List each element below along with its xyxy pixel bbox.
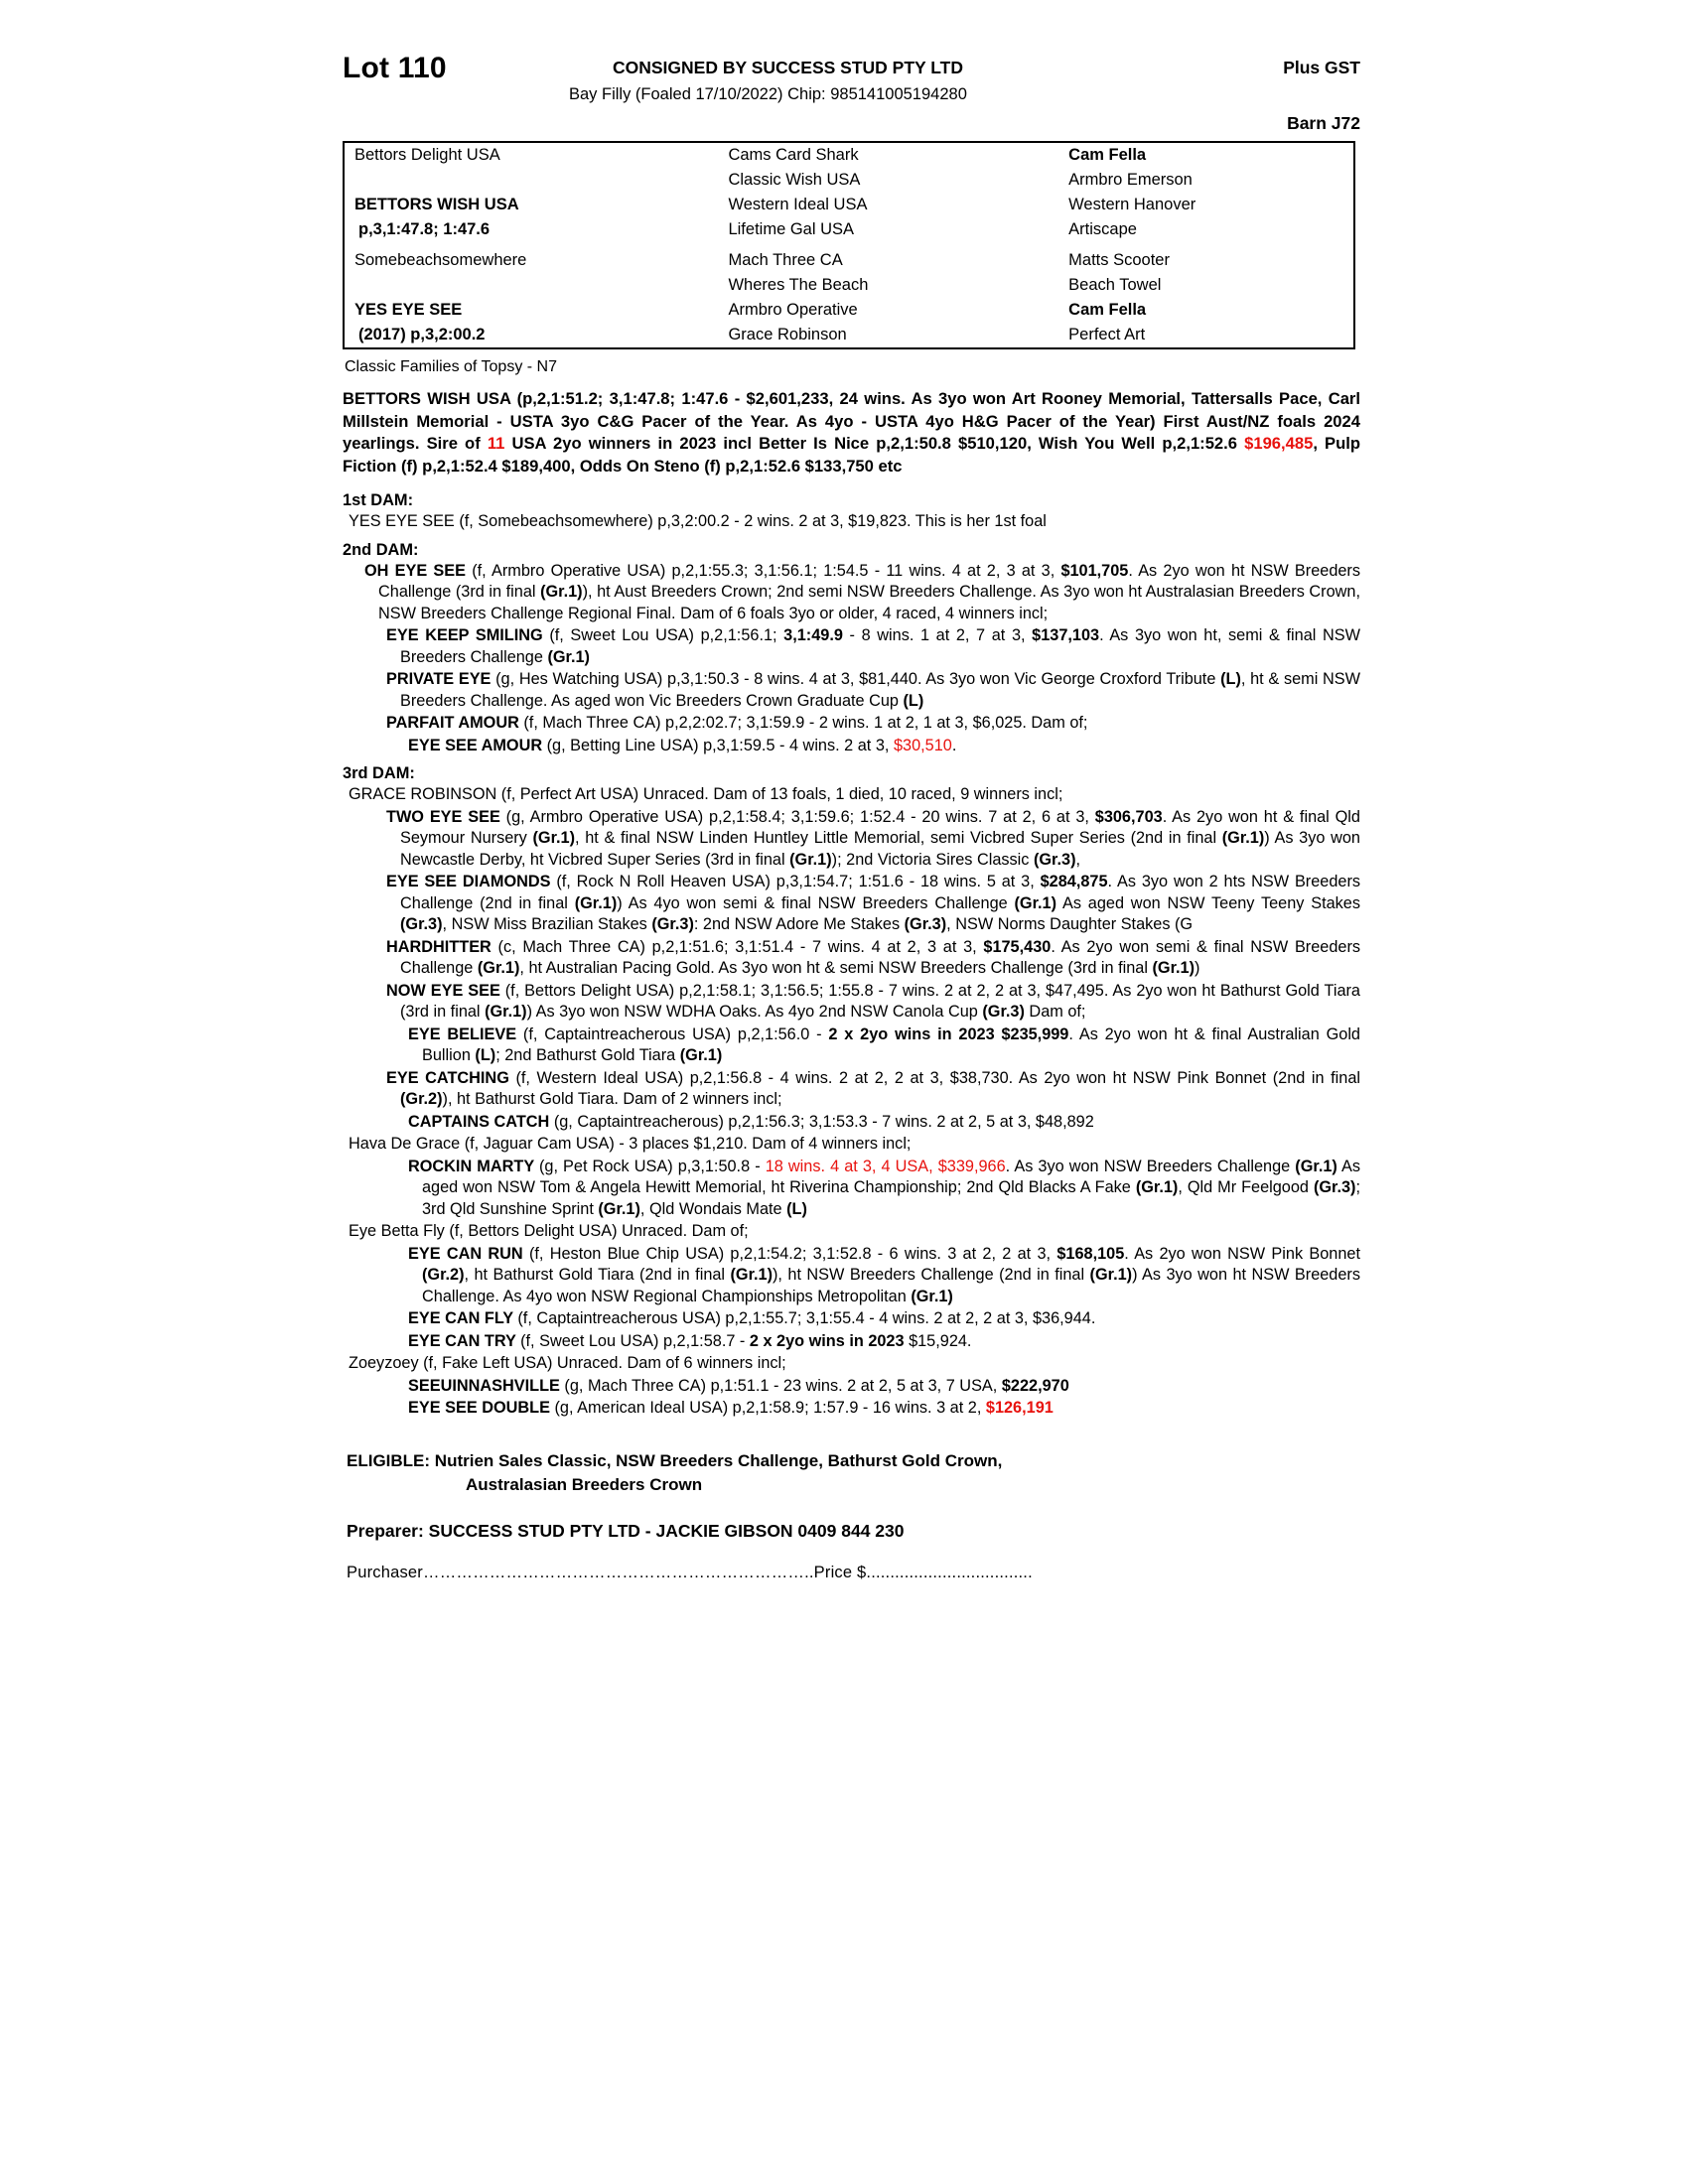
entry-text: . As 3yo won 2 hts NSW Breeders Challenge (2nd in final: [400, 873, 1361, 912]
entry-text: , Qld Mr Feelgood: [1178, 1178, 1314, 1196]
entry-text: CAPTAINS CATCH: [408, 1112, 554, 1131]
entry-text: , ht Australian Pacing Gold. As 3yo won ht & semi NSW Breeders Challenge (3rd in final: [519, 959, 1153, 977]
pedigree-cell: [1058, 193, 1353, 217]
entry-text: (Gr.3): [651, 915, 694, 933]
pedigree-entry: [349, 1134, 1360, 1156]
entry-text: (Gr.1): [1014, 893, 1057, 912]
entry-text: As aged won NSW Tom & Angela Hewitt Memorial, ht Riverina Championship; 2nd Qld Blacks A Fake: [422, 1157, 1361, 1196]
entry-text: $284,875: [1040, 873, 1108, 890]
dam-record: (2017) p,3,2:00.2: [358, 326, 486, 343]
sire-winners-count: 11: [487, 434, 505, 453]
entry-text: ), ht NSW Breeders Challenge (2nd in final: [773, 1266, 1090, 1284]
entry-text: 3,1:49.9: [783, 626, 843, 644]
entry-text: (f, Sweet Lou USA) p,2,1:58.7 -: [520, 1331, 750, 1350]
entry-text: 2 x 2yo wins in 2023 $235,999: [828, 1024, 1069, 1043]
entry-text: ; 2nd Bathurst Gold Tiara: [495, 1046, 680, 1064]
dam-record-cell: [345, 323, 718, 347]
pedigree-text: Matts Scooter: [1068, 251, 1170, 269]
entry-text: , Qld Wondais Mate: [639, 1199, 787, 1218]
pedigree-entry: [408, 1308, 1360, 1330]
entry-text: . As 2yo won semi & final NSW Breeders Challenge: [400, 937, 1361, 977]
pedigree-cell: [718, 217, 1058, 242]
pedigree-cell: [718, 273, 1058, 298]
dam-heading: 1st DAM:: [343, 491, 414, 509]
dam-name-cell: [345, 298, 718, 323]
pedigree-text: Artiscape: [1068, 220, 1137, 238]
entry-text: ), ht Bathurst Gold Tiara. Dam of 2 winners incl;: [442, 1090, 782, 1108]
pedigree-entry: [408, 1331, 1360, 1353]
page-header: [343, 44, 1360, 133]
entry-text: (g, Pet Rock USA) p,3,1:50.8 -: [538, 1157, 766, 1175]
entry-text: (Gr.1): [532, 829, 576, 847]
entry-text: Zoeyzoey (f, Fake Left USA) Unraced. Dam of 6 winners incl;: [349, 1354, 786, 1372]
pedigree-text: Classic Wish USA: [728, 171, 861, 189]
pedigree-cell: [1058, 143, 1353, 168]
sire-earnings-highlight: $196,485: [1244, 434, 1314, 453]
pedigree-cell: [718, 248, 1058, 273]
table-row: [345, 143, 1353, 168]
entry-text: HARDHITTER: [386, 937, 498, 956]
entry-text: - 8 wins. 1 at 2, 7 at 3,: [842, 626, 1033, 644]
lot-number: Lot 110: [343, 52, 447, 84]
entry-text: (Gr.3): [904, 915, 947, 933]
entry-text: PARFAIT AMOUR: [386, 714, 524, 732]
entry-text: EYE SEE AMOUR: [408, 736, 547, 754]
entry-text: (L): [475, 1046, 496, 1064]
purchaser-line: Purchaser……………………………………………………………..Price $...................................: [347, 1563, 1033, 1581]
entry-text: As aged won NSW Teeny Teeny Stakes: [1056, 893, 1360, 912]
pedigree-cell: [1058, 217, 1353, 242]
entry-text: EYE KEEP SMILING: [386, 626, 550, 644]
entry-text: EYE BELIEVE: [408, 1024, 523, 1043]
pedigree-cell: [718, 143, 1058, 168]
entry-text: ROCKIN MARTY: [408, 1157, 539, 1175]
pedigree-entry: [408, 736, 1360, 757]
pedigree-entry: [386, 981, 1360, 1024]
entry-text: EYE CATCHING: [386, 1068, 516, 1087]
entry-text: (Gr.1): [789, 850, 832, 869]
dam-sections: [343, 491, 1360, 1420]
entry-text: (f, Captaintreacherous USA) p,2,1:55.7; 3,1:55.4 - 4 wins. 2 at 2, 2 at 3, $36,944.: [517, 1309, 1096, 1327]
pedigree-cell: [1058, 323, 1353, 347]
entry-text: $168,105: [1056, 1244, 1125, 1263]
entry-text: , NSW Miss Brazilian Stakes: [442, 915, 652, 933]
entry-text: ) As 3yo won ht NSW Breeders Challenge. As 4yo won NSW Regional Championships Metropolitan: [422, 1266, 1360, 1305]
entry-text: $126,191: [985, 1399, 1054, 1417]
entry-text: , ht Bathurst Gold Tiara (2nd in final: [464, 1266, 731, 1284]
pedigree-entry: [408, 1398, 1360, 1420]
entry-text: $30,510: [893, 736, 952, 754]
entry-text: PRIVATE EYE: [386, 670, 496, 688]
entry-text: $222,970: [1001, 1376, 1069, 1395]
pedigree-entry: [349, 1221, 1360, 1243]
entry-text: . As 2yo won NSW Pink Bonnet: [1124, 1244, 1360, 1263]
table-row: [345, 248, 1353, 273]
entry-text: (Gr.1): [911, 1287, 953, 1305]
entry-text: (Gr.1): [485, 1003, 527, 1021]
entry-text: (Gr.2): [400, 1090, 443, 1108]
entry-text: (g, American Ideal USA) p,2,1:58.9; 1:57.9 - 16 wins. 3 at 2,: [554, 1399, 986, 1417]
sire-summary-part2: USA 2yo winners in 2023 incl Better Is Nice p,2,1:50.8 $510,120, Wish You Well p,2,1:52.6: [504, 434, 1245, 453]
entry-text: (Gr.3): [982, 1003, 1025, 1021]
entry-text: ) As 3yo won NSW WDHA Oaks. As 4yo 2nd NSW Canola Cup: [526, 1003, 983, 1021]
pedigree-cell: [1058, 273, 1353, 298]
entry-text: (Gr.1): [1135, 1178, 1179, 1196]
pedigree-text: Cam Fella: [1068, 301, 1147, 319]
pedigree-entry: [386, 937, 1360, 980]
entry-text: (f, Heston Blue Chip USA) p,2,1:54.2; 3,1:52.8 - 6 wins. 3 at 2, 2 at 3,: [528, 1244, 1057, 1263]
family-line: Classic Families of Topsy - N7: [345, 358, 557, 375]
entry-text: TWO EYE SEE: [386, 807, 506, 826]
dam-heading: 3rd DAM:: [343, 764, 415, 782]
entry-text: ; 3rd Qld Sunshine Sprint: [422, 1178, 1360, 1218]
entry-text: .: [951, 736, 957, 754]
entry-text: (f, Bettors Delight USA) p,2,1:58.1; 3,1:56.5; 1:55.8 - 7 wins. 2 at 2, 2 at 3, $47,495. As 2yo won ht Bathurst Gold Tiara (3rd in final: [400, 981, 1360, 1021]
pedigree-text: Perfect Art: [1068, 326, 1146, 343]
sire-summary: [343, 388, 1360, 478]
eligible-line-1: Nutrien Sales Classic, NSW Breeders Challenge, Bathurst Gold Crown,: [430, 1450, 1003, 1470]
entry-text: OH EYE SEE: [364, 561, 473, 580]
entry-text: (f, Somebeachsomewhere) p,3,2:00.2 - 2 wins. 2 at 3, $19,823. This is her 1st foal: [459, 512, 1047, 530]
entry-text: $175,430: [983, 937, 1052, 956]
pedigree-text: Wheres The Beach: [728, 276, 869, 294]
entry-text: EYE CAN RUN: [408, 1244, 529, 1263]
entry-text: (f, Perfect Art USA) Unraced. Dam of 13 foals, 1 died, 10 raced, 9 winners incl;: [500, 785, 1063, 803]
entry-text: YES EYE SEE: [349, 512, 460, 530]
entry-text: EYE SEE DIAMONDS: [386, 873, 557, 890]
entry-text: ) As 4yo won semi & final NSW Breeders Challenge: [617, 893, 1015, 912]
entry-text: ): [1195, 959, 1200, 977]
pedigree-entry: [408, 1244, 1360, 1308]
entry-text: ) As 3yo won Newcastle Derby, ht Vicbred Super Series (3rd in final: [400, 829, 1360, 869]
pedigree-cell: [718, 193, 1058, 217]
entry-text: (L): [786, 1199, 807, 1218]
entry-text: (f, Mach Three CA) p,2,2:02.7; 3,1:59.9 - 2 wins. 1 at 2, 1 at 3, $6,025. Dam of;: [523, 714, 1088, 732]
consignor-name: CONSIGNED BY SUCCESS STUD PTY LTD: [613, 58, 963, 77]
table-row: [345, 323, 1353, 347]
entry-text: (g, Captaintreacherous) p,2,1:56.3; 3,1:53.3 - 7 wins. 2 at 2, 5 at 3, $48,892: [553, 1112, 1094, 1131]
entry-text: NOW EYE SEE: [386, 981, 505, 1000]
entry-text: $101,705: [1060, 561, 1129, 580]
dam-heading: 2nd DAM:: [343, 540, 419, 559]
entry-text: (L): [1220, 670, 1241, 688]
pedigree-entry: [364, 561, 1360, 625]
entry-text: (g, Hes Watching USA) p,3,1:50.3 - 8 wins. 4 at 3, $81,440. As 3yo won Vic George Croxford Tribute: [495, 670, 1221, 688]
entry-text: , ht & semi NSW Breeders Challenge. As aged won Vic Breeders Crown Graduate Cup: [400, 670, 1360, 710]
sire-name-cell: [345, 193, 718, 217]
table-row: [345, 193, 1353, 217]
entry-text: (Gr.1): [1221, 829, 1265, 847]
pedigree-cell: [718, 168, 1058, 193]
entry-text: . As 3yo won NSW Breeders Challenge: [1005, 1157, 1296, 1175]
entry-text: , ht & final NSW Linden Huntley Little Memorial, semi Vicbred Super Series (2nd in final: [575, 829, 1222, 847]
entry-text: . As 3yo won ht, semi & final NSW Breeders Challenge: [400, 626, 1360, 666]
preparer-line: Preparer: SUCCESS STUD PTY LTD - JACKIE GIBSON 0409 844 230: [347, 1520, 905, 1541]
entry-text: (g, Armbro Operative USA) p,2,1:58.4; 3,1:59.6; 1:52.4 - 20 wins. 7 at 2, 6 at 3,: [505, 807, 1095, 826]
entry-text: (Gr.1): [1295, 1157, 1337, 1175]
pedigree-text: Western Hanover: [1068, 196, 1196, 213]
entry-text: (Gr.1): [574, 893, 618, 912]
entry-text: . As 2yo won ht & final Australian Gold Bullion: [422, 1024, 1360, 1064]
entry-text: : 2nd NSW Adore Me Stakes: [693, 915, 905, 933]
pedigree-text: Cam Fella: [1068, 146, 1147, 164]
entry-text: EYE CAN TRY: [408, 1331, 521, 1350]
pedigree-text: Armbro Operative: [728, 301, 858, 319]
pedigree-table: [343, 141, 1355, 349]
entry-text: (Gr.1): [540, 583, 583, 601]
entry-text: . As 2yo won ht & final Qld Seymour Nursery: [400, 807, 1360, 847]
entry-text: (Gr.1): [1152, 959, 1196, 977]
entry-text: (Gr.1): [679, 1046, 723, 1064]
eligible-label: ELIGIBLE:: [347, 1450, 431, 1470]
sire-name: BETTORS WISH USA: [354, 196, 519, 213]
dam-name: YES EYE SEE: [354, 301, 463, 319]
entry-text: (f, Rock N Roll Heaven USA) p,3,1:54.7; 1:51.6 - 18 wins. 5 at 3,: [556, 873, 1041, 890]
pedigree-entry: [349, 511, 1360, 533]
entry-text: (Gr.1): [547, 647, 590, 666]
entry-text: , NSW Norms Daughter Stakes (G: [946, 915, 1194, 933]
entry-text: Dam of;: [1024, 1003, 1086, 1021]
pedigree-text: Armbro Emerson: [1068, 171, 1193, 189]
entry-text: ,: [1075, 850, 1081, 869]
pedigree-entry: [349, 1353, 1360, 1375]
entry-text: (f, Armbro Operative USA) p,2,1:55.3; 3,1:56.1; 1:54.5 - 11 wins. 4 at 2, 3 at 3,: [472, 561, 1061, 580]
entry-text: (Gr.1): [1089, 1266, 1133, 1284]
entry-text: ), ht Aust Breeders Crown; 2nd semi NSW Breeders Challenge. As 3yo won ht Australasian Breeders Crown, NSW Breeders Challenge Regional Final. Dam of 6 foals 3yo or older, 4 raced, 4 winners incl;: [378, 583, 1360, 622]
pedigree-text: Western Ideal USA: [728, 196, 868, 213]
entry-text: EYE SEE DOUBLE: [408, 1399, 555, 1417]
sire-record: p,3,1:47.8; 1:47.6: [358, 220, 491, 238]
entry-text: (f, Western Ideal USA) p,2,1:56.8 - 4 wins. 2 at 2, 2 at 3, $38,730. As 2yo won ht NSW Pink Bonnet (2nd in final: [515, 1068, 1360, 1087]
entry-text: $15,924.: [904, 1331, 972, 1350]
pedigree-text: Mach Three CA: [728, 251, 843, 269]
entry-text: Hava De Grace (f, Jaguar Cam USA) - 3 places $1,210. Dam of 4 winners incl;: [349, 1135, 912, 1153]
pedigree-text: Beach Towel: [1068, 276, 1162, 294]
entry-text: (Gr.3): [400, 915, 443, 933]
sire-summary-part1: BETTORS WISH USA (p,2,1:51.2; 3,1:47.8; 1:47.6 - $2,601,233, 24 wins. As 3yo won Art Rooney Memorial, Tattersalls Pace, Carl Millstein Memorial - USTA 3yo C&G Pacer of the Year. As 4yo - USTA 4yo H&G Pacer of the Year) First Aust/NZ foals 2024 yearlings. Sire of: [343, 389, 1360, 453]
entry-text: $306,703: [1094, 807, 1163, 826]
pedigree-entry: [408, 1157, 1360, 1221]
pedigree-cell: [1058, 168, 1353, 193]
pedigree-entry: [386, 1068, 1360, 1111]
entry-text: SEEUINNASHVILLE: [408, 1376, 565, 1395]
entry-text: GRACE ROBINSON: [349, 785, 501, 803]
eligible-line-2: Australasian Breeders Crown: [466, 1474, 703, 1494]
entry-text: $137,103: [1032, 626, 1100, 644]
pedigree-text: Grace Robinson: [728, 326, 847, 343]
pedigree-entry: [386, 713, 1360, 735]
pedigree-cell: [1058, 298, 1353, 323]
entry-text: (g, Mach Three CA) p,1:51.1 - 23 wins. 2 at 2, 5 at 3, 7 USA,: [564, 1376, 1002, 1395]
entry-text: (Gr.1): [598, 1199, 640, 1218]
entry-text: . As 2yo won ht NSW Breeders Challenge (3rd in final: [378, 561, 1360, 601]
table-row: [345, 217, 1353, 242]
sire-sire: Bettors Delight USA: [354, 146, 500, 164]
dam-sire: Somebeachsomewhere: [354, 251, 527, 269]
pedigree-cell: [1058, 248, 1353, 273]
eligible-block: [347, 1449, 1360, 1497]
table-row: [345, 298, 1353, 323]
pedigree-entry: [386, 872, 1360, 936]
entry-text: (g, Betting Line USA) p,3,1:59.5 - 4 wins. 2 at 3,: [546, 736, 894, 754]
pedigree-cell: [718, 323, 1058, 347]
plus-gst-label: Plus GST: [1283, 58, 1360, 77]
entry-text: EYE CAN FLY: [408, 1309, 518, 1327]
pedigree-entry: [408, 1112, 1360, 1134]
pedigree-entry: [386, 669, 1360, 712]
entry-text: (Gr.3): [1313, 1178, 1356, 1196]
entry-text: (f, Captaintreacherous USA) p,2,1:56.0 -: [522, 1024, 829, 1043]
pedigree-text: Lifetime Gal USA: [728, 220, 855, 238]
pedigree-cell: [718, 298, 1058, 323]
entry-text: 18 wins. 4 at 3, 4 USA, $339,966: [765, 1157, 1006, 1175]
entry-text: Eye Betta Fly (f, Bettors Delight USA) Unraced. Dam of;: [349, 1222, 749, 1240]
pedigree-cell: [345, 143, 718, 193]
entry-text: (Gr.3): [1033, 850, 1076, 869]
entry-text: 2 x 2yo wins in 2023: [749, 1331, 905, 1350]
entry-text: (Gr.1): [477, 959, 520, 977]
pedigree-entry: [349, 784, 1360, 806]
pedigree-entry: [408, 1376, 1360, 1398]
horse-description: Bay Filly (Foaled 17/10/2022) Chip: 985141005194280: [569, 85, 967, 103]
pedigree-text: Cams Card Shark: [728, 146, 859, 164]
entry-text: (c, Mach Three CA) p,2,1:51.6; 3,1:51.4 - 7 wins. 4 at 2, 3 at 3,: [497, 937, 984, 956]
sire-summary-part3: , Pulp Fiction (f) p,2,1:52.4 $189,400, Odds On Steno (f) p,2,1:52.6 $133,750 etc: [343, 434, 1360, 476]
pedigree-entry: [408, 1024, 1360, 1067]
entry-text: (L): [903, 691, 924, 710]
pedigree-cell: [345, 248, 718, 298]
entry-text: (f, Sweet Lou USA) p,2,1:56.1;: [549, 626, 784, 644]
entry-text: (Gr.1): [730, 1266, 774, 1284]
entry-text: (Gr.2): [422, 1266, 465, 1284]
sire-record-cell: [345, 217, 718, 242]
pedigree-entry: [386, 625, 1360, 668]
pedigree-entry: [386, 807, 1360, 872]
barn-number: Barn J72: [1287, 113, 1360, 133]
entry-text: ); 2nd Victoria Sires Classic: [831, 850, 1034, 869]
